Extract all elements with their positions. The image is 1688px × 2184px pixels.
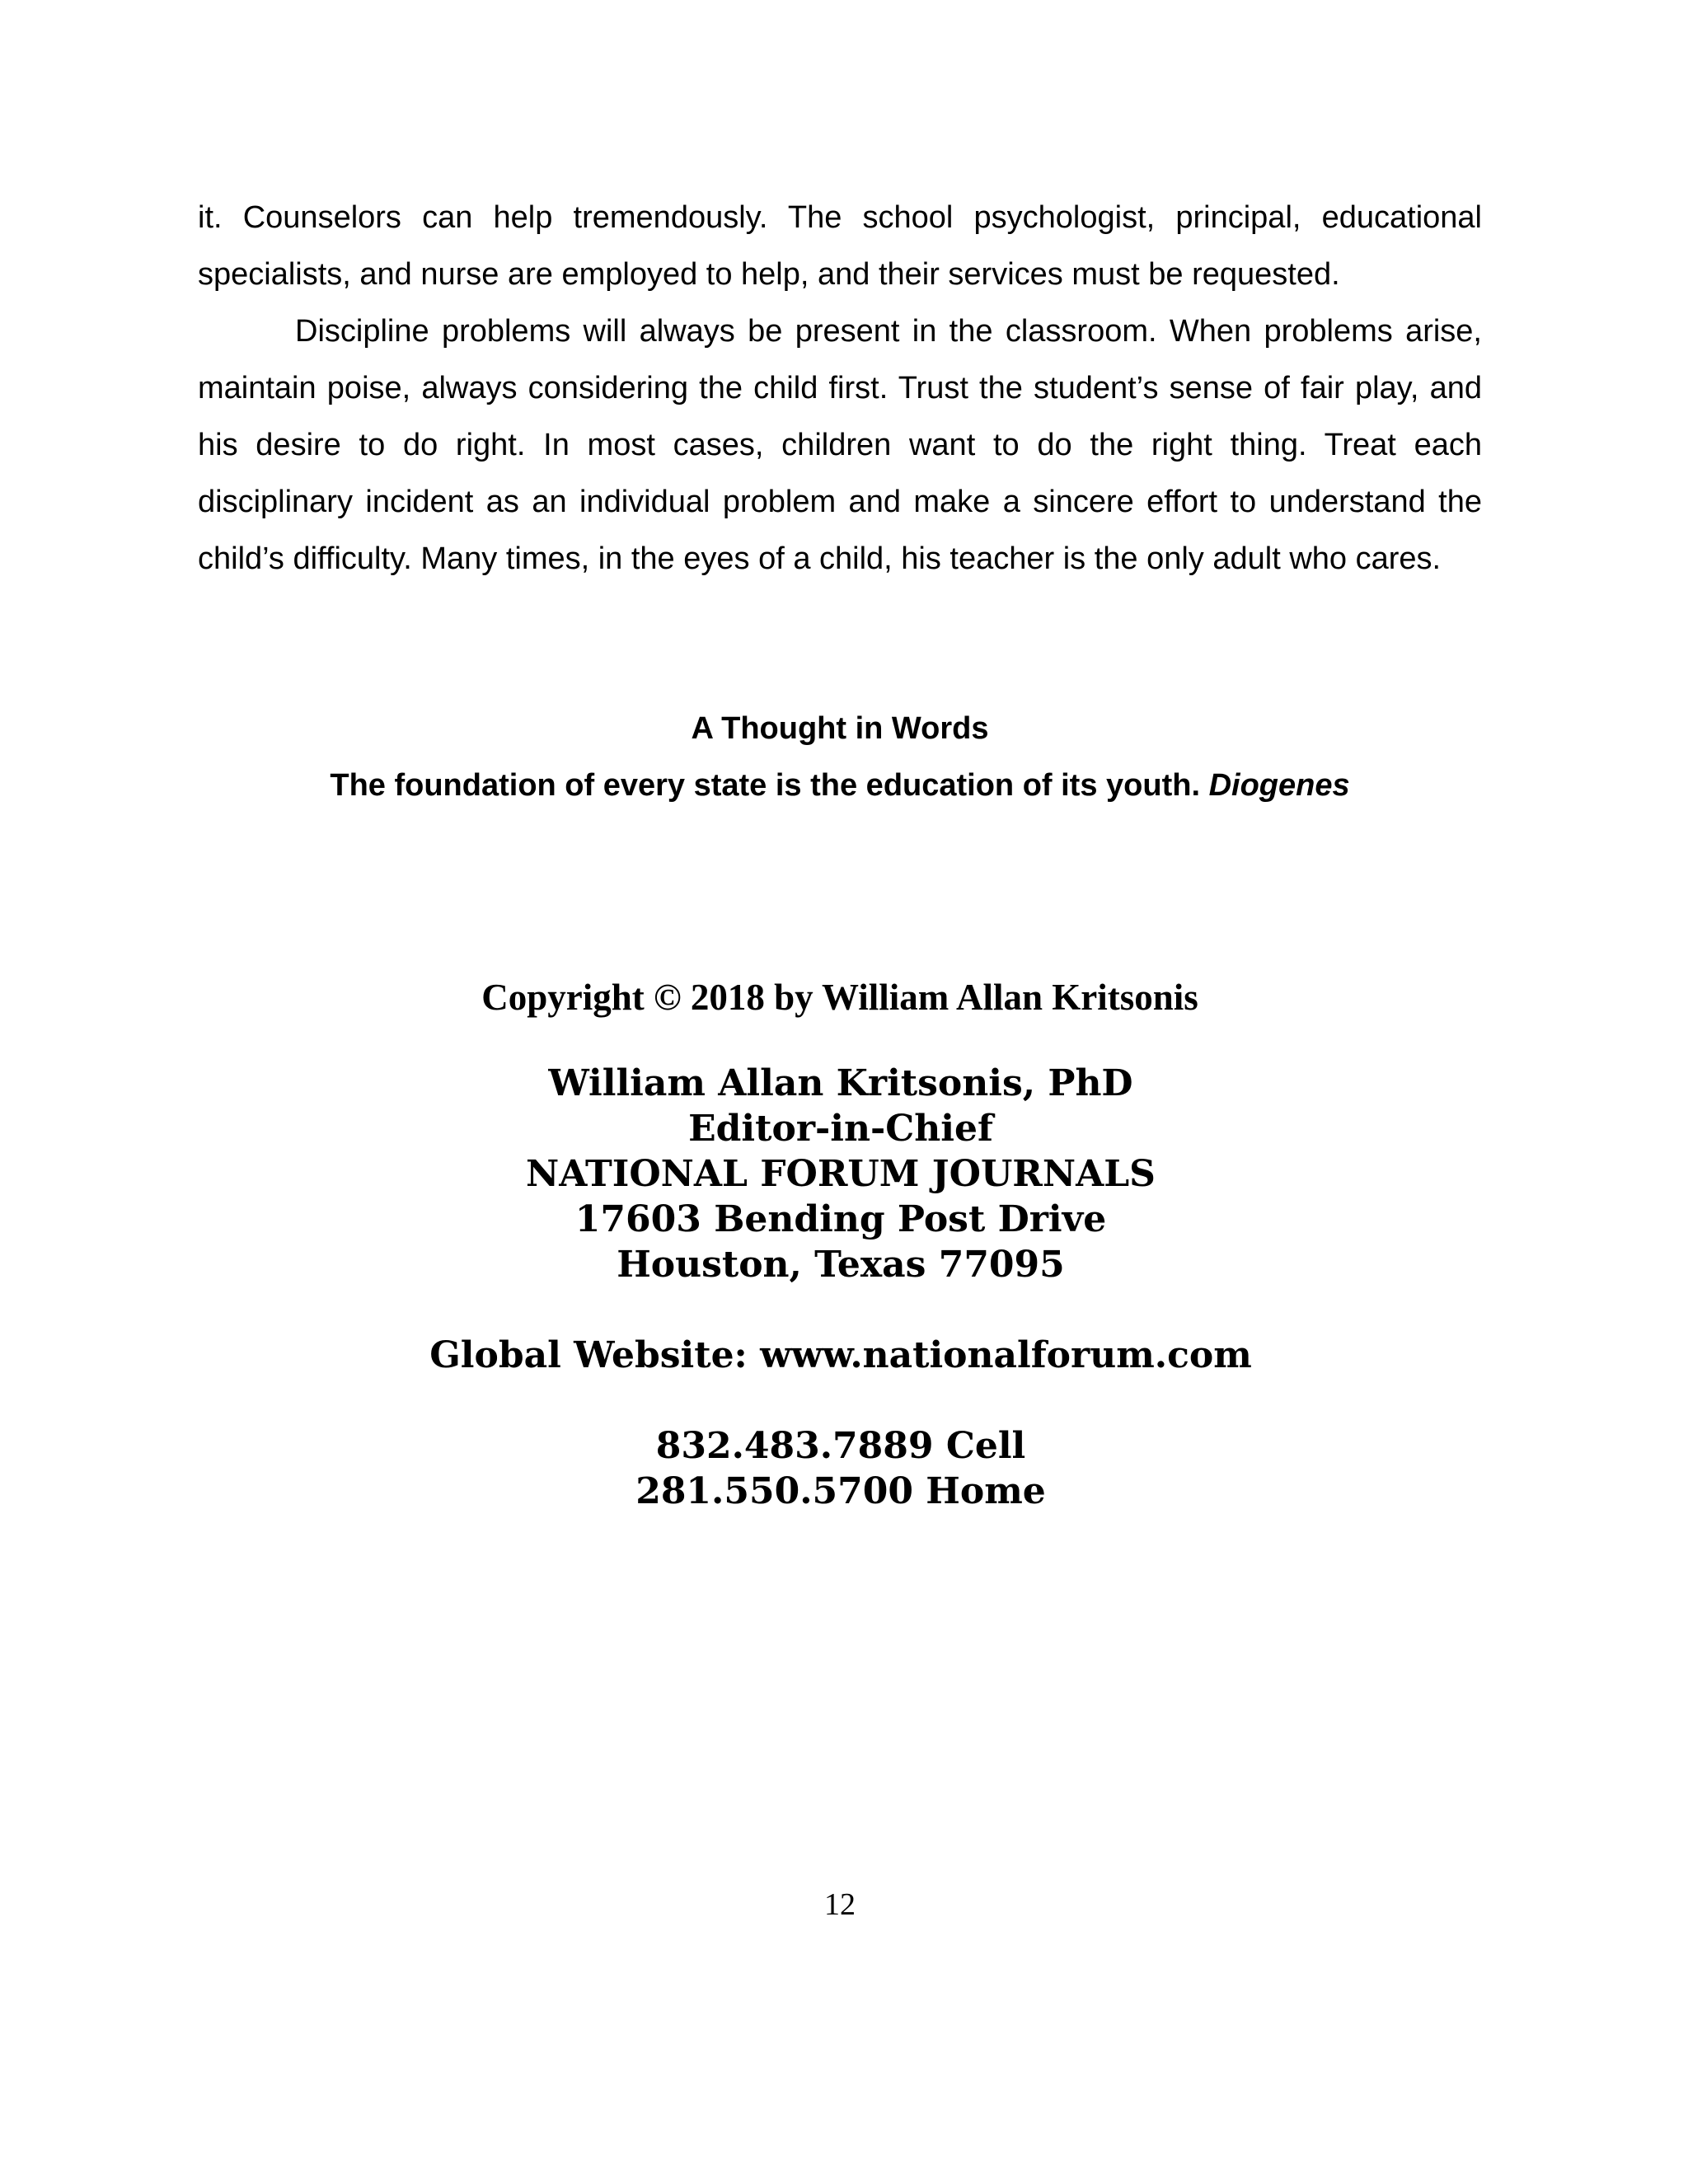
quote-text: The foundation of every state is the education of its youth. <box>330 768 1201 803</box>
page-number: 12 <box>824 1887 856 1922</box>
website-block <box>165 1333 1517 1378</box>
contact-block <box>165 1061 1517 1287</box>
body-paragraph-2: Discipline problems will always be present in the classroom. When problems arise, maintain poise, always considering the child first. Trust the student’s sense of fair play, and his desire to do right. In most cases, children want to do the right thing. Treat each disciplinary incident as an individual problem and make a sincere effort to understand the child’s difficulty. Many times, in the eyes of a child, his teacher is the only adult who cares. <box>198 314 1482 576</box>
phone-home: 281.550.5700 Home <box>635 1470 1046 1512</box>
website-text: Global Website: www.nationalforum.com <box>429 1334 1252 1376</box>
editor-name: William Allan Kritsonis, PhD <box>548 1062 1133 1104</box>
editor-role: Editor-in-Chief <box>688 1108 993 1150</box>
organization-name: NATIONAL FORUM JOURNALS <box>526 1153 1156 1195</box>
phone-block <box>165 1423 1517 1514</box>
body-paragraph-1: it. Counselors can help tremendously. The school psychologist, principal, educational specialists, and nurse are employed to help, and their services must be requested. <box>198 200 1482 292</box>
phone-cell: 832.483.7889 Cell <box>655 1425 1026 1467</box>
city-address: Houston, Texas 77095 <box>617 1244 1065 1286</box>
street-address: 17603 Bending Post Drive <box>574 1198 1107 1240</box>
thought-quote <box>198 757 1482 814</box>
quote-author: Diogenes <box>1208 768 1350 803</box>
copyright-notice: Copyright © 2018 by William Allan Kritsonis <box>481 977 1198 1018</box>
thought-heading: A Thought in Words <box>691 711 989 746</box>
